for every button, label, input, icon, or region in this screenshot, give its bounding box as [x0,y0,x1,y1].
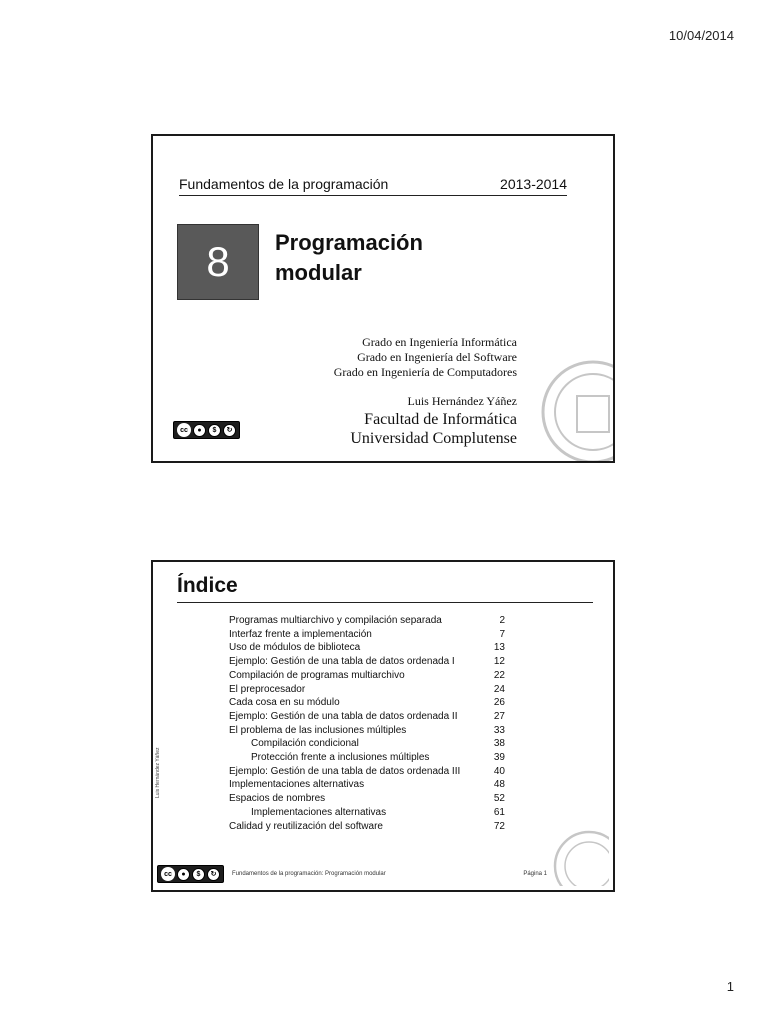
toc-row [229,696,505,710]
toc-label: El preprocesador [229,683,306,695]
footer-page: Página 1 [523,871,547,877]
toc-label: Ejemplo: Gestión de una tabla de datos ordenada III [229,765,461,777]
nc-icon: $ [208,424,221,437]
degree-item: Grado en Ingeniería de Computadores [333,365,517,379]
toc-row [229,614,505,628]
by-icon: ● [193,424,206,437]
toc-label: Protección frente a inclusiones múltiples [251,752,430,764]
table-of-contents [229,614,505,833]
toc-page: 27 [493,710,505,722]
toc-label: Ejemplo: Gestión de una tabla de datos ordenada I [229,656,455,668]
nc-icon: $ [192,868,205,881]
toc-row [229,792,505,806]
degree-item: Grado en Ingeniería Informática [362,335,517,349]
toc-label: Ejemplo: Gestión de una tabla de datos ordenada II [229,710,458,722]
toc-page: 39 [493,752,505,764]
toc-row [229,820,505,834]
toc-page: 52 [493,793,505,805]
toc-label: Uso de módulos de biblioteca [229,642,361,654]
toc-label: Implementaciones alternativas [251,806,387,818]
cc-icon: cc [177,423,191,437]
toc-row [229,765,505,779]
chapter-title [275,228,475,288]
toc-label: Calidad y reutilización del software [229,820,383,832]
toc-row [229,724,505,738]
toc-page: 12 [493,656,505,668]
toc-label: Compilación de programas multiarchivo [229,669,405,681]
course-name: Fundamentos de la programación [179,176,389,192]
toc-page: 2 [499,615,505,626]
toc-page: 48 [493,779,505,791]
side-author: Luis Hernández Yáñez [155,747,161,798]
page-number: 1 [726,979,734,994]
chapter-title-line-1: Programación [275,230,423,255]
cc-license-icon [157,865,224,883]
toc-row [229,669,505,683]
slide-header [179,168,567,196]
toc-row [229,751,505,765]
chapter-badge: 8 [177,224,259,300]
page-date: 10/04/2014 [668,28,734,43]
toc-row [229,655,505,669]
toc-page: 61 [493,806,505,818]
toc-label: Implementaciones alternativas [229,779,365,791]
toc-page: 72 [493,820,505,832]
degree-list [334,335,517,380]
university-name: Universidad Complutense [350,430,517,447]
title-slide [151,134,615,463]
toc-row [229,778,505,792]
toc-row [229,683,505,697]
toc-page: 22 [493,669,505,681]
faculty-name: Facultad de Informática [364,411,517,428]
institution [350,410,517,448]
degree-item: Grado en Ingeniería del Software [357,350,517,364]
index-title: Índice [177,574,593,603]
sa-icon: ↻ [223,424,236,437]
toc-label: Interfaz frente a implementación [229,628,372,640]
index-slide [151,560,615,892]
university-seal-icon [533,352,613,462]
toc-row [229,628,505,642]
toc-row [229,806,505,820]
toc-page: 24 [493,683,505,695]
toc-page: 40 [493,765,505,777]
toc-label: Cada cosa en su módulo [229,697,340,709]
toc-page: 13 [493,642,505,654]
author-name: Luis Hernández Yáñez [407,394,517,408]
by-icon: ● [177,868,190,881]
toc-row [229,737,505,751]
toc-label: Programas multiarchivo y compilación separada [229,615,442,626]
footer-text: Fundamentos de la programación: Programación modular [232,871,386,877]
toc-label: El problema de las inclusiones múltiples [229,724,407,736]
chapter-title-line-2: modular [275,260,362,285]
toc-page: 33 [493,724,505,736]
cc-license-icon [173,421,240,439]
toc-label: Espacios de nombres [229,793,326,805]
slide-footer [157,862,607,886]
toc-row [229,710,505,724]
sa-icon: ↻ [207,868,220,881]
toc-page: 38 [493,738,505,750]
course-year: 2013-2014 [500,176,567,192]
toc-page: 26 [493,697,505,709]
toc-page: 7 [499,628,505,640]
cc-icon: cc [161,867,175,881]
toc-row [229,641,505,655]
toc-label: Compilación condicional [251,738,359,750]
